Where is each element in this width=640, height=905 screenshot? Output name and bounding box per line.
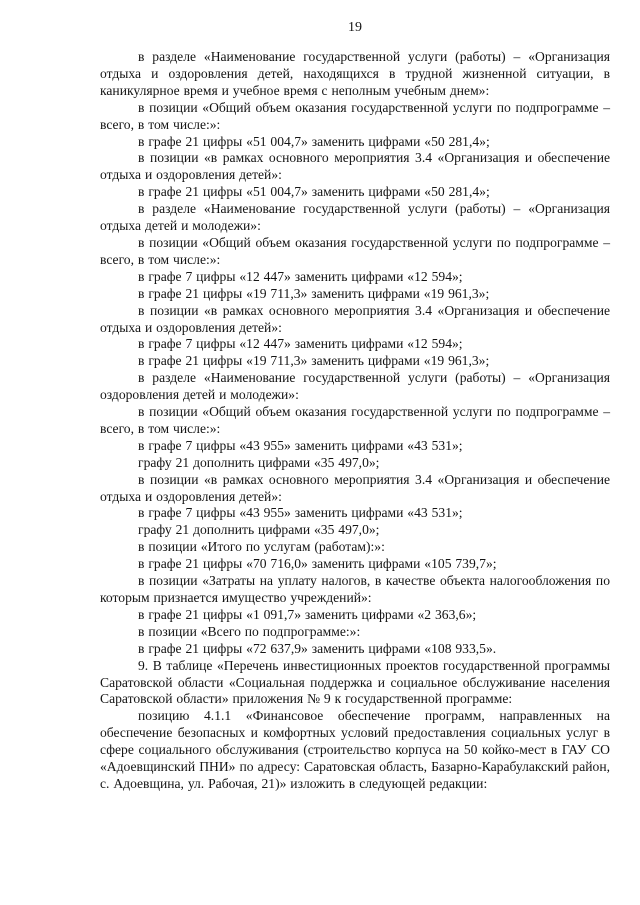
paragraph: в графе 21 цифры «72 637,9» заменить цифрами «108 933,5».	[138, 640, 497, 656]
paragraph: в позиции «Всего по подпрограмме:»:	[138, 623, 361, 639]
paragraph: в графе 21 цифры «51 004,7» заменить цифрами «50 281,4»;	[138, 133, 490, 149]
paragraph: в позиции «Итого по услугам (работам):»:	[138, 539, 385, 555]
paragraph: в позиции «Общий объем оказания государственной услуги по подпрограмме – всего, в том числе:»:	[100, 404, 610, 436]
paragraph: в позиции «Общий объем оказания государственной услуги по подпрограмме – всего, в том числе:»:	[100, 234, 610, 267]
paragraph: в позиции «в рамках основного мероприятия 3.4 «Организация и обеспечение отдыха и оздоровления детей»:	[100, 471, 610, 504]
paragraph: в графе 7 цифры «12 447» заменить цифрами «12 594»;	[138, 336, 463, 352]
paragraph: в графе 21 цифры «19 711,3» заменить цифрами «19 961,3»;	[138, 353, 490, 369]
paragraph: позицию 4.1.1 «Финансовое обеспечение программ, направленных на обеспечение безопасных и комфортных условий предоставления социальных услуг в сфере социального обслуживания (строительство корпуса на 50 койко-мест в ГАУ СО «Адоевщинский ПНИ» по адресу: Саратовская область, Базарно-Карабулакский район, с. Адоевщина, ул. Рабочая, 21)» изложить в следующей редакции:	[100, 708, 610, 791]
paragraph: графу 21 дополнить цифрами «35 497,0»;	[138, 522, 380, 538]
document-body	[100, 49, 610, 793]
paragraph: в позиции «в рамках основного мероприятия 3.4 «Организация и обеспечение отдыха и оздоровления детей»:	[100, 302, 610, 335]
paragraph: в графе 7 цифры «43 955» заменить цифрами «43 531»;	[138, 505, 463, 521]
paragraph: 9. В таблице «Перечень инвестиционных проектов государственной программы Саратовской области «Социальная поддержка и социальное обслуживание населения Саратовской области» приложения № 9 к государственной программе:	[100, 657, 610, 707]
paragraph: в графе 7 цифры «43 955» заменить цифрами «43 531»;	[138, 437, 463, 453]
paragraph: в графе 21 цифры «70 716,0» заменить цифрами «105 739,7»;	[138, 556, 497, 572]
paragraph: в графе 21 цифры «51 004,7» заменить цифрами «50 281,4»;	[138, 184, 490, 200]
paragraph: в разделе «Наименование государственной услуги (работы) – «Организация отдыха и оздоровления детей, находящихся в трудной жизненной ситуации, в каникулярное время и учебное время с неполным учебным днем»:	[100, 49, 610, 98]
paragraph: в разделе «Наименование государственной услуги (работы) – «Организация оздоровления детей и молодежи»:	[100, 370, 610, 403]
paragraph: в графе 21 цифры «19 711,3» заменить цифрами «19 961,3»;	[138, 285, 490, 301]
paragraph: в графе 7 цифры «12 447» заменить цифрами «12 594»;	[138, 268, 463, 284]
paragraph: графу 21 дополнить цифрами «35 497,0»;	[138, 454, 380, 470]
paragraph: в позиции «Общий объем оказания государственной услуги по подпрограмме – всего, в том числе:»:	[100, 99, 610, 132]
page-number: 19	[348, 20, 362, 35]
paragraph: в позиции «Затраты на уплату налогов, в качестве объекта налогообложения по которым признается имущество учреждений»:	[100, 573, 610, 605]
paragraph: в графе 21 цифры «1 091,7» заменить цифрами «2 363,6»;	[138, 606, 477, 622]
paragraph: в разделе «Наименование государственной услуги (работы) – «Организация отдыха детей и молодежи»:	[100, 201, 610, 234]
paragraph: в позиции «в рамках основного мероприятия 3.4 «Организация и обеспечение отдыха и оздоровления детей»:	[100, 150, 610, 183]
